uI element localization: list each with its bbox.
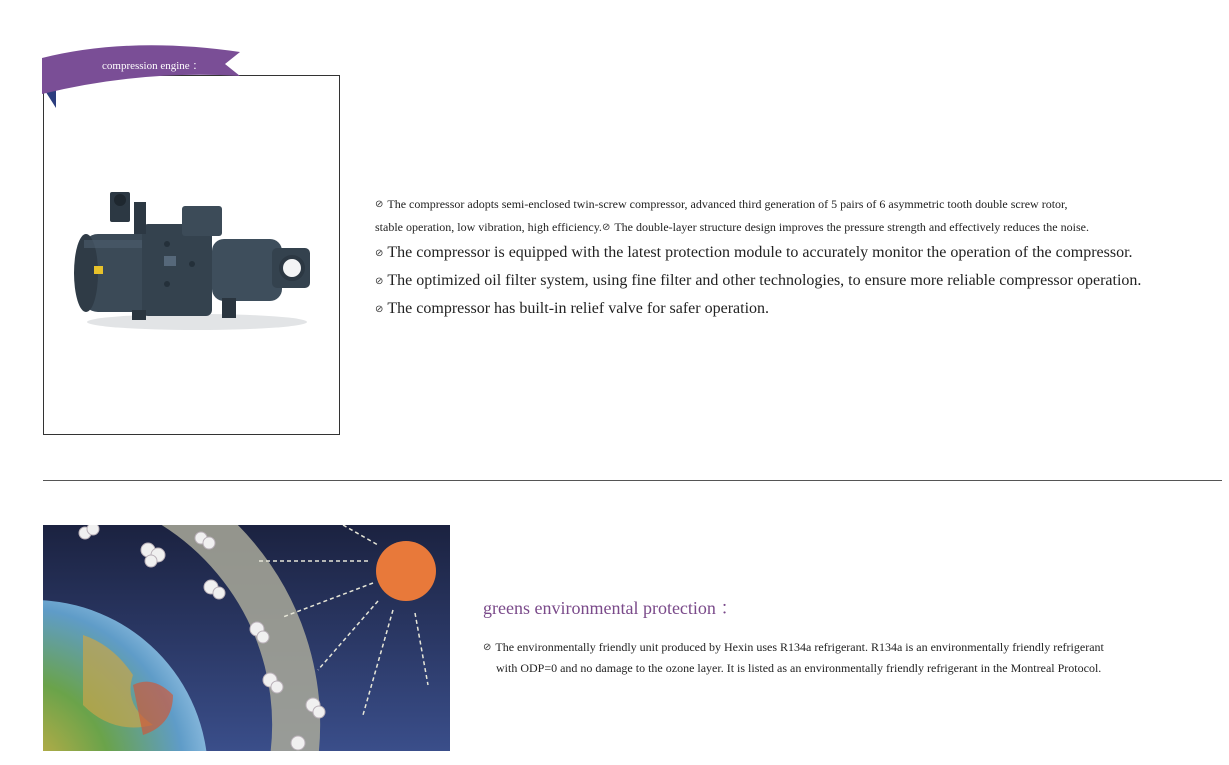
section-ribbon <box>40 42 245 112</box>
feature-item <box>375 267 1205 295</box>
section-divider <box>43 480 1222 481</box>
check-circle-icon: ⊘ <box>375 276 384 287</box>
check-circle-icon: ⊘ <box>375 304 384 315</box>
feature-item <box>375 295 1205 323</box>
feature-text: The compressor has built-in relief valve for safer operation. <box>387 300 770 317</box>
section-title: compression engine ： <box>102 60 204 72</box>
eco-text-line: with ODP=0 and no damage to the ozone layer. It is listed as an environmentally friendly refrigerant in the Montreal Protocol. <box>496 661 1102 675</box>
check-circle-icon: ⊘ <box>601 222 611 233</box>
feature-item <box>375 216 1205 239</box>
feature-text: The compressor adopts semi-enclosed twin-screw compressor, advanced third generation of 5 pairs of 6 asymmetric tooth double screw rotor, <box>387 197 1068 211</box>
eco-description <box>483 637 1183 679</box>
feature-item <box>375 239 1205 267</box>
feature-text: stable operation, low vibration, high efficiency. <box>375 220 602 234</box>
eco-section-title: greens environmental protection ： <box>483 598 739 618</box>
feature-text: The compressor is equipped with the latest protection module to accurately monitor the operation of the compressor. <box>387 244 1133 261</box>
feature-text: The optimized oil filter system, using fine filter and other technologies, to ensure more reliable compressor operation. <box>387 272 1142 289</box>
feature-item <box>375 193 1205 216</box>
check-circle-icon: ⊘ <box>375 248 384 259</box>
check-circle-icon: ⊘ <box>375 199 384 210</box>
feature-text: The double-layer structure design improves the pressure strength and effectively reduces the noise. <box>614 220 1089 234</box>
compressor-image <box>72 184 322 334</box>
check-circle-icon: ⊘ <box>483 642 492 653</box>
feature-list <box>375 193 1205 323</box>
product-image-frame <box>43 75 340 435</box>
eco-text-line: The environmentally friendly unit produced by Hexin uses R134a refrigerant. R134a is an environmentally friendly refrigerant <box>495 640 1104 654</box>
ozone-illustration-image <box>43 525 450 751</box>
